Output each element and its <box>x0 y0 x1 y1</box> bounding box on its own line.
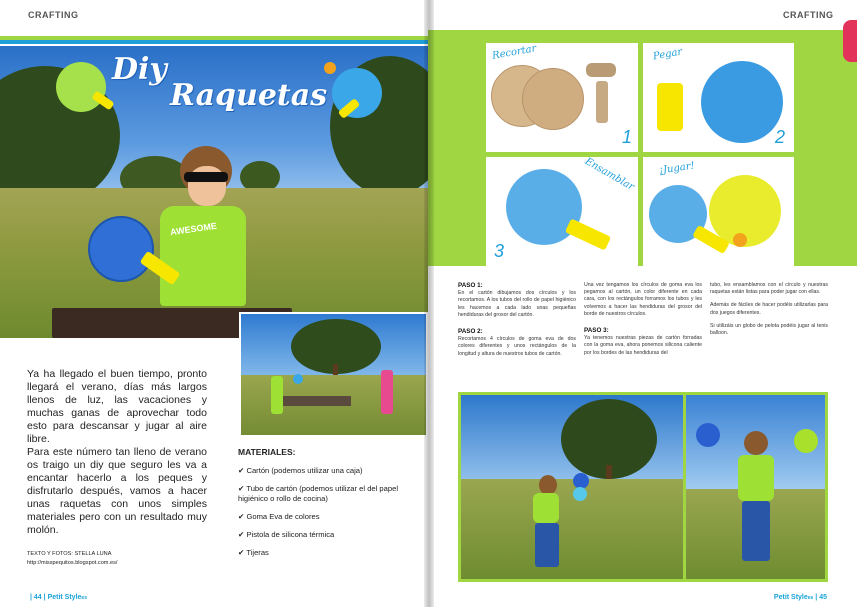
text-column-3 <box>710 282 828 337</box>
footer-right: Petit Stylees | 45 <box>773 594 827 601</box>
title-line-1: Diy <box>112 52 167 87</box>
boy-shirt <box>160 206 246 306</box>
step-panel <box>643 157 794 266</box>
credit-url[interactable]: http://misspequitos.blogspot.com.es/ <box>27 560 118 566</box>
paso2-text: Recortamos 4 círculos de goma eva de dos colores diferentes y unos rectángulos de la longitud y altura de nuestros tubos de cartón. <box>458 336 576 357</box>
step-number: 3 <box>494 241 505 261</box>
step-panel <box>486 157 638 266</box>
right-page <box>428 0 857 607</box>
text-column-2 <box>584 282 702 357</box>
col3-text-3: Si utilizáis un globo de pelota podéis jugar al tenis balloon. <box>710 322 828 337</box>
col3-text-2: Además de fáciles de hacer podéis utilizarlas para dos juegos diferentes. <box>710 302 828 316</box>
green-paddle-icon <box>56 62 106 112</box>
step-label: ¡Jugar! <box>658 160 696 177</box>
paso2-title: PASO 2: <box>458 328 483 336</box>
intro-paragraph-2: Para este número tan lleno de verano os traigo un diy que seguro les va a encantar hacerlo a los peques y disfrutarlo después, vamos a hacer unas raquetas con unos simples materiales pero con un resultado muy molón. <box>27 446 207 536</box>
title-line-2: Raquetas <box>170 78 328 113</box>
page-number: 44 <box>33 594 42 601</box>
left-page <box>0 0 428 607</box>
brand: Petit Style <box>47 594 82 601</box>
paso1-text: En el cartón dibujamos dos círculos y los recortamos. A los tubos del rollo de papel higiénico les hacemos a cada lado unas pequeñas hendiduras del grosor del cartón. <box>458 290 576 318</box>
ball-icon <box>324 62 336 74</box>
sunglasses-icon <box>184 172 228 182</box>
paso3-text: Ya tenemos nuestras piezas de cartón forradas con la goma eva, ahora ponemos silicona caliente por los bordes de las hendiduras del <box>584 335 702 356</box>
brand: Petit Style <box>773 594 808 601</box>
shirt-text: AWESOME <box>169 220 218 238</box>
section-label: CRAFTING <box>28 10 79 20</box>
paso1-title: PASO 1: <box>458 282 483 289</box>
credit: TEXTO Y FOTOS: STELLA LUNA <box>27 551 112 557</box>
col3-text: tubo, les ensamblamos con el círculo y nuestras raquetas están listas para poder jugar con ellas. <box>710 282 828 296</box>
materials-list <box>238 466 418 566</box>
inset-photo <box>239 312 428 437</box>
step-number: 1 <box>622 127 633 147</box>
materials-item: ✔ Cartón (podemos utilizar una caja) <box>238 466 363 475</box>
materials-item: ✔ Tubo de cartón (podemos utilizar el del papel higiénico o rollo de cocina) <box>238 484 399 503</box>
materials-item: ✔ Goma Eva de colores <box>238 512 320 521</box>
step-label: Pegar <box>652 46 684 63</box>
blue-stripe <box>0 40 428 44</box>
step-panel <box>486 43 638 152</box>
footer-left: | 44 | Petit Stylees <box>30 594 87 601</box>
brand-suffix: es <box>807 595 814 601</box>
bottom-photo-left <box>461 395 683 579</box>
blue-paddle-icon <box>88 216 154 282</box>
paso3-title: PASO 3: <box>584 327 609 335</box>
materials-title: MATERIALES: <box>238 447 296 457</box>
text-column-1 <box>458 282 576 358</box>
col2-text: Una vez tengamos los círculos de goma eva los pegamos al cartón, un color diferente en cada cara, con los rectángulos forramos los tubos y les volvemos a hacer las hendiduras del grosor del borde de nuestros círculos. <box>584 282 702 317</box>
bottom-photo-right <box>686 395 825 579</box>
step-label: Recortar <box>491 43 538 62</box>
corner-tab <box>843 20 857 62</box>
brand-suffix: es <box>81 595 87 601</box>
step-panel <box>643 43 794 152</box>
page-number: 45 <box>819 594 827 601</box>
section-label: CRAFTING <box>783 10 834 20</box>
gutter <box>424 0 434 607</box>
materials-item: ✔ Pistola de silicona térmica <box>238 530 335 539</box>
materials-item: ✔ Tijeras <box>238 548 269 557</box>
step-number: 2 <box>775 127 786 147</box>
intro-paragraph-1: Ya ha llegado el buen tiempo, pronto llegará el verano, días más largos llenos de luz, las vacaciones y muchas ganas de aprovechar todo esto para descansar y jugar al aire libre. <box>27 368 207 445</box>
step-label: Ensamblar <box>582 156 636 193</box>
